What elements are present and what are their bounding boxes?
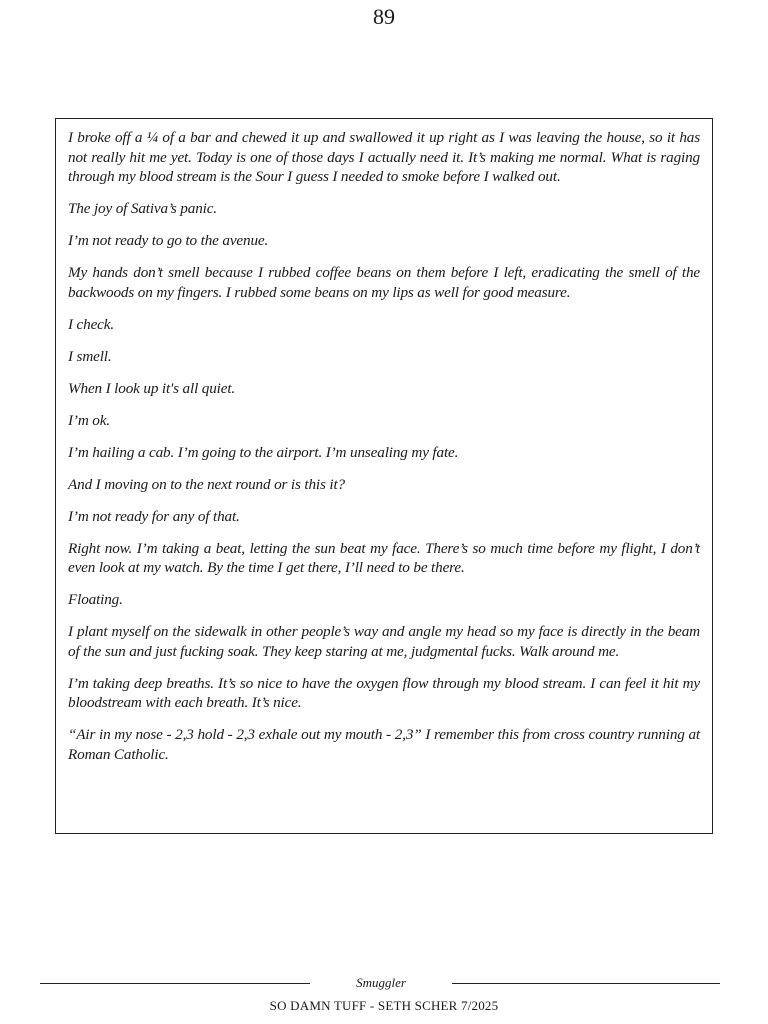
footer-rule-left [40, 983, 310, 984]
paragraph: Right now. I’m taking a beat, letting the sun beat my face. There’s so much time before my flight, I don’t even look at my watch. By the time I get there, I’ll need to be there. [68, 539, 700, 576]
paragraph: I’m not ready to go to the avenue. [68, 232, 269, 249]
paragraph: I plant myself on the sidewalk in other people’s way and angle my head so my face is directly in the beam of the sun and just fucking soak. They keep staring at me, judgmental fucks. Walk around me. [68, 623, 700, 660]
footer-credit: SO DAMN TUFF - SETH SCHER 7/2025 [269, 998, 499, 1013]
page-number: 89 [373, 4, 395, 29]
paragraph: I’m not ready for any of that. [68, 507, 240, 525]
paragraph: I’m ok. [68, 411, 110, 429]
paragraph: I check. [68, 315, 115, 333]
paragraph: I’m hailing a cab. I’m going to the airport. I’m unsealing my fate. [68, 443, 459, 461]
paragraph: My hands don’t smell because I rubbed coffee beans on them before I left, eradicating the smell of the backwoods on my fingers. I rubbed some beans on my lips as well for good measure. [68, 264, 700, 301]
paragraph: “Air in my nose - 2,3 hold - 2,3 exhale out my mouth - 2,3” I remember this from cross country running at Roman Catholic. [68, 726, 700, 763]
paragraph: I smell. [68, 347, 112, 365]
paragraph: And I moving on to the next round or is this it? [68, 475, 345, 493]
paragraph: I broke off a ¼ of a bar and chewed it up and swallowed it up right as I was leaving the house, so it has not really hit me yet. Today is one of those days I actually need it. It’s making me normal. What is raging through my blood stream is the Sour I guess I needed to smoke before I walked out. [68, 129, 700, 185]
paragraph: When I look up it's all quiet. [68, 379, 236, 397]
paragraph: Floating. [68, 591, 123, 608]
footer-title: Smuggler [356, 975, 406, 990]
paragraph: I’m taking deep breaths. It’s so nice to have the oxygen flow through my blood stream. I can feel it hit my bloodstream with each breath. It’s nice. [68, 674, 700, 711]
paragraph: The joy of Sativa’s panic. [68, 200, 217, 217]
text-box [55, 118, 713, 834]
footer-rule-right [452, 983, 720, 984]
